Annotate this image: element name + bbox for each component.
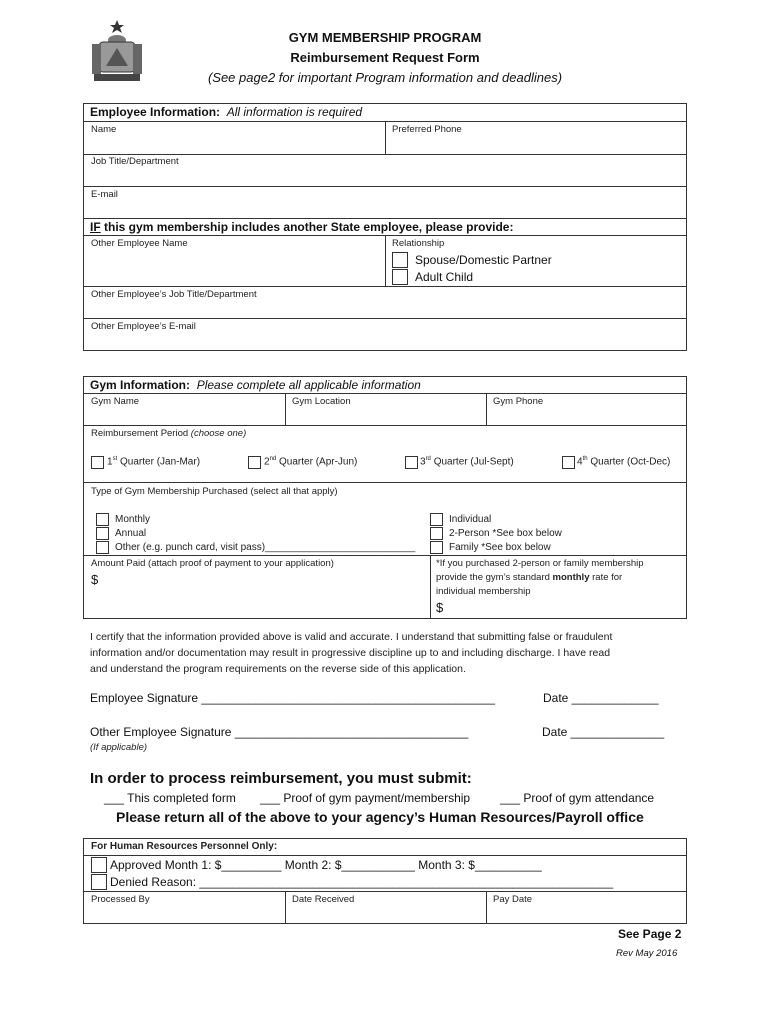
other-employee-email-field[interactable]: Other Employee’s E-mail — [91, 321, 196, 332]
employee-section-heading: Employee Information: All information is required — [90, 105, 363, 119]
membership-note-line3: individual membership — [436, 586, 531, 597]
employee-signature-line[interactable]: Employee Signature ____________________________________________ — [90, 691, 496, 705]
membership-note-line1: *If you purchased 2-person or family membership — [436, 558, 644, 569]
employee-date-line[interactable]: Date _____________ — [543, 691, 659, 705]
gym-phone-field[interactable]: Gym Phone — [493, 396, 544, 407]
denied-checkbox[interactable] — [91, 874, 107, 890]
form-title: GYM MEMBERSHIP PROGRAM — [288, 30, 482, 45]
reimbursement-period-label: Reimbursement Period (choose one) — [91, 428, 247, 439]
monthly-label: Monthly — [115, 514, 151, 525]
relationship-label: Relationship — [392, 238, 445, 249]
spouse-option-label: Spouse/Domestic Partner — [415, 253, 552, 267]
revision-date: Rev May 2016 — [616, 948, 678, 959]
membership-type-label: Type of Gym Membership Purchased (select all that apply) — [91, 486, 338, 497]
annual-checkbox[interactable] — [96, 527, 109, 540]
adult-child-checkbox[interactable] — [392, 269, 408, 285]
amount-paid-field[interactable]: $ — [91, 572, 99, 587]
other-type-checkbox[interactable] — [96, 541, 109, 554]
return-instructions: Please return all of the above to your agency’s Human Resources/Payroll office — [116, 809, 644, 825]
other-employee-date-line[interactable]: Date ______________ — [542, 725, 665, 739]
hr-heading: For Human Resources Personnel Only: — [91, 841, 278, 852]
other-employee-name-field[interactable]: Other Employee Name — [91, 238, 188, 249]
individual-checkbox[interactable] — [430, 513, 443, 526]
other-employee-heading: IF this gym membership includes another State employee, please provide: — [90, 220, 514, 234]
gym-name-field[interactable]: Gym Name — [91, 396, 140, 407]
other-type-label: Other (e.g. punch card, visit pass)___________________________ — [115, 542, 416, 553]
denied-line[interactable]: Denied Reason: ______________________________________________________________ — [110, 875, 614, 889]
name-field[interactable]: Name — [91, 124, 117, 135]
gym-location-field[interactable]: Gym Location — [292, 396, 351, 407]
adult-child-option-label: Adult Child — [415, 270, 474, 284]
submit-item-payment: ___ Proof of gym payment/membership — [260, 791, 471, 805]
amount-paid-label: Amount Paid (attach proof of payment to your application) — [91, 558, 334, 569]
other-employee-job-field[interactable]: Other Employee’s Job Title/Department — [91, 289, 257, 300]
submit-heading: In order to process reimbursement, you must submit: — [90, 770, 472, 787]
form-subtitle: Reimbursement Request Form — [290, 50, 480, 65]
approved-checkbox[interactable] — [91, 857, 107, 873]
submit-item-form: ___ This completed form — [104, 791, 236, 805]
q1-checkbox[interactable] — [91, 456, 104, 469]
other-employee-signature-line[interactable]: Other Employee Signature ___________________________________ — [90, 725, 469, 739]
spouse-checkbox[interactable] — [392, 252, 408, 268]
family-label: Family *See box below — [449, 542, 551, 553]
membership-note-line2: provide the gym’s standard monthly rate for — [436, 572, 623, 583]
q4-label: 4th Quarter (Oct-Dec) — [577, 456, 671, 468]
email-field[interactable]: E-mail — [91, 189, 118, 200]
processed-by-field[interactable]: Processed By — [91, 894, 150, 905]
q4-checkbox[interactable] — [562, 456, 575, 469]
family-checkbox[interactable] — [430, 541, 443, 554]
certification-text: I certify that the information provided above is valid and accurate. I understand that submitting false or fraudulent information and/or documentation may result in progressive discipline up to and including discharge. I have read and understand the program requirements on the reverse side of this application. — [90, 631, 613, 675]
monthly-checkbox[interactable] — [96, 513, 109, 526]
gym-section-heading: Gym Information: Please complete all applicable information — [90, 378, 421, 392]
q2-label: 2nd Quarter (Apr-Jun) — [264, 456, 358, 468]
individual-label: Individual — [449, 514, 492, 525]
annual-label: Annual — [115, 528, 147, 539]
approved-line[interactable]: Approved Month 1: $_________ Month 2: $___________ Month 3: $__________ — [110, 858, 542, 872]
job-title-field[interactable]: Job Title/Department — [91, 156, 179, 167]
pay-date-field[interactable]: Pay Date — [493, 894, 533, 905]
q3-checkbox[interactable] — [405, 456, 418, 469]
q3-label: 3rd Quarter (Jul-Sept) — [420, 456, 514, 468]
see-page-2: See Page 2 — [618, 927, 682, 941]
preferred-phone-field[interactable]: Preferred Phone — [392, 124, 462, 135]
form-note: (See page2 for important Program information and deadlines) — [207, 70, 563, 85]
if-applicable-note: (If applicable) — [90, 742, 148, 753]
q2-checkbox[interactable] — [248, 456, 261, 469]
monthly-rate-field[interactable]: $ — [436, 600, 444, 615]
two-person-label: 2-Person *See box below — [449, 528, 562, 539]
q1-label: 1st Quarter (Jan-Mar) — [107, 456, 201, 468]
submit-item-attendance: ___ Proof of gym attendance — [500, 791, 655, 805]
date-received-field[interactable]: Date Received — [292, 894, 355, 905]
two-person-checkbox[interactable] — [430, 527, 443, 540]
